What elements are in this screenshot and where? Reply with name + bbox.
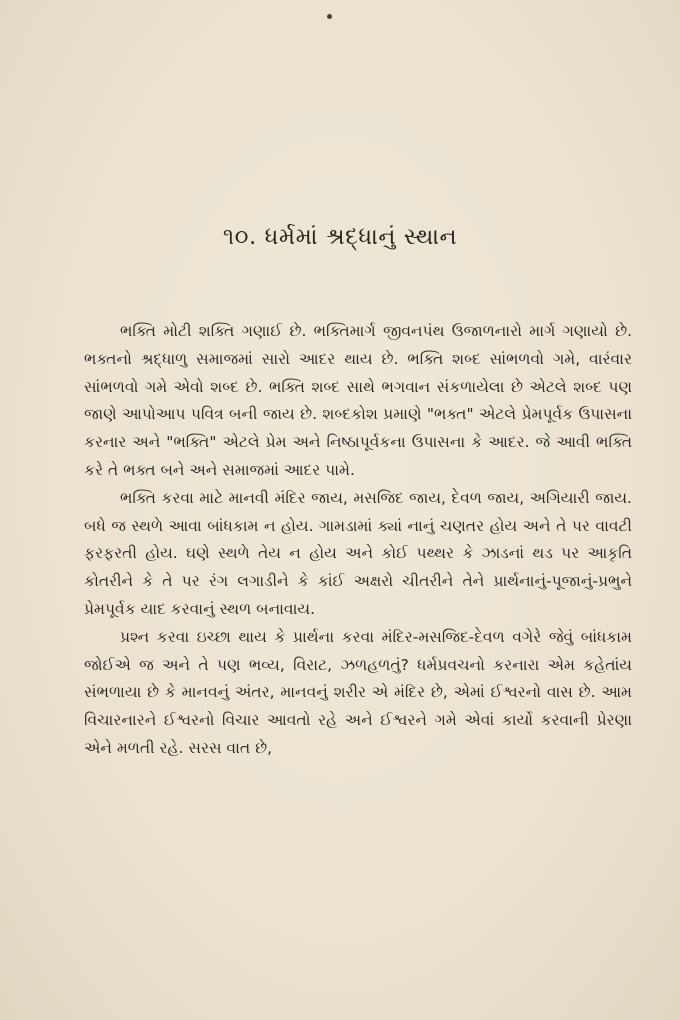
body-text bbox=[84, 318, 632, 763]
page-mark bbox=[327, 14, 332, 19]
paragraph-3: પ્રશ્ન કરવા ઇચ્છા થાય કે પ્રાર્થના કરવા મંદિર-મસજિદ-દેવળ વગેરે જેવું બાંધકામ જોઈએ જ અને તે પણ ભવ્ય, વિરાટ, ઝળહળતું? ધર્મપ્રવચનો કરનારા એમ કહેતાંય સંભળાયા છે કે માનવનું અંતર, માનવનું શરીર એ મંદિર છે, એમાં ઈશ્વરનો વાસ છે. આમ વિચારનારને ઈશ્વરનો વિચાર આવતો રહે અને ઈશ્વરને ગમે એવાં કાર્યો કરવાની પ્રેરણા એને મળતી રહે. સરસ વાત છે, bbox=[84, 627, 632, 757]
chapter-title: ૧૦. ધર્મમાં શ્રદ્ધાનું સ્થાન bbox=[222, 224, 458, 250]
paragraph-2: ભક્તિ કરવા માટે માનવી મંદિર જાય, મસજિદ જાય, દેવળ જાય, અગિયારી જાય. બધે જ સ્થળે આવા બાંધકામ ન હોય. ગામડામાં ક્યાં નાનું ચણતર હોય અને તે પર વાવટી ફરફરતી હોય. ઘણે સ્થળે તેય ન હોય અને કોઈ પથ્થર કે ઝાડનાં થડ પર આકૃતિ કોતરીને કે તે પર રંગ લગાડીને કે કાંઈ અક્ષરો ચીતરીને તેને પ્રાર્થનાનું-પૂજાનું-પ્રભુને પ્રેમપૂર્વક યાદ કરવાનું સ્થળ બનાવાય. bbox=[84, 488, 632, 618]
paragraph-1: ભક્તિ મોટી શક્તિ ગણાઈ છે. ભક્તિમાર્ગ જીવનપંથ ઉજાળનારો માર્ગ ગણાયો છે. ભક્તનો શ્રદ્ધાળુ સમાજમાં સારો આદર થાય છે. ભક્તિ શબ્દ સાંભળવો ગમે, વારંવાર સાંભળવો ગમે એવો શબ્દ છે. ભક્તિ શબ્દ સાથે ભગવાન સંકળાયેલા છે એટલે શબ્દ પણ જાણે આપોઆપ પવિત્ર બની જાય છે. શબ્દકોશ પ્રમાણે "ભક્ત" એટલે પ્રેમપૂર્વક ઉપાસના કરનાર અને "ભક્તિ" એટલે પ્રેમ અને નિષ્ઠાપૂર્વકના ઉપાસના કે આદર. જે આવી ભક્તિ કરે તે ભક્ત બને અને સમાજમાં આદર પામે. bbox=[84, 322, 632, 479]
